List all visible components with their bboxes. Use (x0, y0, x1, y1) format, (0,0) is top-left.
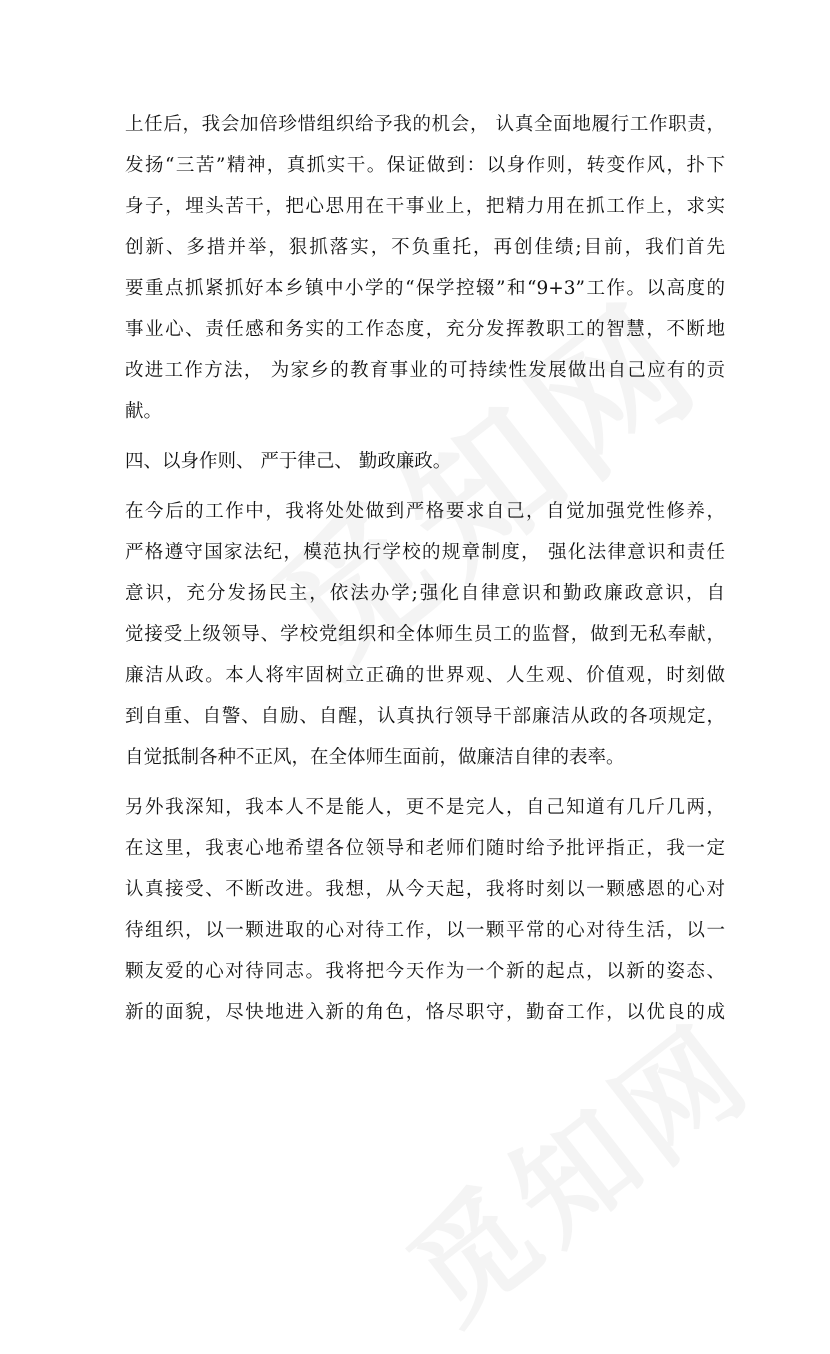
text-line: 颗友爱的心对待同志。我将把今天作为一个新的起点，以新的姿态、 (125, 961, 725, 982)
section-heading: 四、以身作则、 严于律己、 勤政廉政。 (125, 451, 452, 472)
text-line: 新的面貌，尽快地进入新的角色，恪尽职守，勤奋工作，以优良的成 (125, 1002, 725, 1023)
text-line: 意识，充分发扬民主，依法办学;强化自律意识和勤政廉政意识，自 (125, 583, 725, 604)
paragraph-gap (125, 778, 725, 787)
paragraph-gap (125, 482, 725, 491)
text-line: 待组织，以一颗进取的心对待工作，以一颗平常的心对待生活，以一 (125, 920, 725, 941)
paragraph-3 (125, 787, 725, 1033)
text-line: 发扬“三苦”精神，真抓实干。保证做到：以身作则，转变作风，扑下 (125, 155, 725, 176)
watermark-logo-bottom (368, 978, 781, 1354)
paragraph-2 (125, 491, 725, 778)
text-line: 改进工作方法， 为家乡的教育事业的可持续性发展做出自己应有的贡 (125, 360, 725, 381)
text-line: 觉接受上级领导、学校党组织和全体师生员工的监督，做到无私奉献， (125, 624, 725, 645)
text-line: 创新、多措并举，狠抓落实，不负重托，再创佳绩;目前，我们首先 (125, 237, 725, 258)
text-line: 严格遵守国家法纪，模范执行学校的规章制度， 强化法律意识和责任 (125, 542, 725, 563)
paragraph-gap (125, 432, 725, 441)
text-line: 到自重、自警、自励、自醒，认真执行领导干部廉洁从政的各项规定， (125, 706, 725, 727)
text-line: 廉洁从政。本人将牢固树立正确的世界观、人生观、价值观，时刻做 (125, 665, 725, 686)
text-line: 事业心、责任感和务实的工作态度，充分发挥教职工的智慧，不断地 (125, 319, 725, 340)
text-line: 献。 (125, 401, 163, 422)
text-line: 另外我深知，我本人不是能人，更不是完人，自己知道有几斤几两， (125, 797, 725, 818)
text-line: 上任后，我会加倍珍惜组织给予我的机会， 认真全面地履行工作职责， (125, 114, 725, 135)
document-body (125, 104, 725, 1033)
text-line: 要重点抓紧抓好本乡镇中小学的“保学控辍”和“9+3”工作。以高度的 (125, 278, 725, 299)
text-line: 认真接受、不断改进。我想，从今天起，我将时刻以一颗感恩的心对 (125, 879, 725, 900)
text-line: 在这里，我衷心地希望各位领导和老师们随时给予批评指正，我一定 (125, 838, 725, 859)
paragraph-1 (125, 104, 725, 432)
text-line: 自觉抵制各种不正风，在全体师生面前，做廉洁自律的表率。 (125, 747, 625, 768)
text-line: 在今后的工作中，我将处处做到严格要求自己，自觉加强党性修养， (125, 501, 725, 522)
text-line: 身子，埋头苦干，把心思用在干事业上，把精力用在抓工作上，求实 (125, 196, 725, 217)
